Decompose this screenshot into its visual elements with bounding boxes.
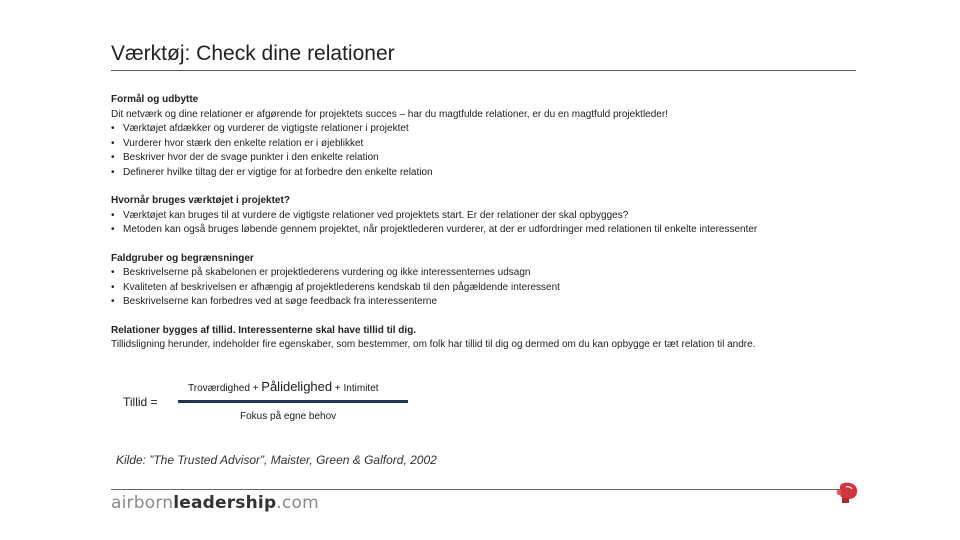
list-item xyxy=(111,209,871,224)
list-item-text: Beskriver hvor der de svage punkter i den enkelte relation xyxy=(123,152,379,163)
section-heading: Formål og udbytte xyxy=(111,94,199,105)
numerator-part-a: Troværdighed + xyxy=(188,383,262,394)
fraction-bar xyxy=(178,400,408,403)
title-divider xyxy=(111,70,856,71)
list-item xyxy=(111,223,871,238)
logo-part: leadership xyxy=(173,493,277,513)
section-text: Tillidsligning herunder, indeholder fire egenskaber, som bestemmer, om folk har tillid til dig og dermed om du kan opbygge er tæt relation til andre. xyxy=(111,339,756,350)
list-item-text: Vurderer hvor stærk den enkelte relation er i øjeblikket xyxy=(123,137,364,149)
bullet-icon: • xyxy=(111,137,115,149)
bullet-icon: • xyxy=(111,209,115,221)
footer-divider xyxy=(111,489,847,490)
list-item-text: Beskrivelserne på skabelonen er projektlederens vurdering og ikke interessenternes udsagn xyxy=(123,267,531,278)
section-pitfalls xyxy=(111,252,871,310)
bullet-icon: • xyxy=(111,224,115,235)
formula-lhs: Tillid = xyxy=(123,395,158,409)
list-item xyxy=(111,122,871,137)
page-title: Værktøj: Check dine relationer xyxy=(111,42,395,65)
bullet-icon: • xyxy=(111,123,115,134)
section-intro: Dit netværk og dine relationer er afgørende for projektets succes – har du magtfulde relationer, er du en magtfuld projektleder! xyxy=(111,108,668,120)
bullet-list xyxy=(111,266,871,310)
bullet-icon: • xyxy=(111,281,115,293)
logo-part: airborn xyxy=(111,493,174,513)
slide-body xyxy=(111,93,871,367)
company-logo xyxy=(111,493,319,513)
list-item-text: Metoden kan også bruges løbende gennem projektet, når projektlederen vurderer, at der er udfordringer med relationen til enkelte interessenter xyxy=(123,224,758,235)
list-item xyxy=(111,137,871,152)
source-citation: Kilde: ”The Trusted Advisor”, Maister, Green & Galford, 2002 xyxy=(116,453,437,467)
list-item-text: Værktøjet afdækker og vurderer de vigtigste relationer i projektet xyxy=(123,123,409,134)
formula-numerator xyxy=(188,379,379,394)
list-item-text: Definerer hvilke tiltag der er vigtige for at forbedre den enkelte relation xyxy=(123,166,433,178)
section-purpose xyxy=(111,93,871,180)
list-item xyxy=(111,281,871,296)
section-trust xyxy=(111,324,871,353)
logo-part: .com xyxy=(276,493,319,513)
list-item xyxy=(111,151,871,166)
list-item-text: Værktøjet kan bruges til at vurdere de vigtigste relationer ved projektets start. Er der relationer der skal opbygges? xyxy=(123,209,629,221)
numerator-part-c: + Intimitet xyxy=(332,383,379,394)
boxing-glove-icon xyxy=(834,481,860,505)
section-heading: Hvornår bruges værktøjet i projektet? xyxy=(111,195,290,206)
formula-denominator: Fokus på egne behov xyxy=(240,411,337,422)
bullet-list xyxy=(111,122,871,180)
bullet-icon: • xyxy=(111,152,115,163)
list-item xyxy=(111,266,871,281)
numerator-part-b: Pålidelighed xyxy=(261,379,333,394)
list-item xyxy=(111,295,871,310)
section-when xyxy=(111,194,871,238)
bullet-icon: • xyxy=(111,267,115,278)
bullet-icon: • xyxy=(111,166,115,178)
section-heading: Faldgruber og begrænsninger xyxy=(111,252,254,264)
list-item xyxy=(111,166,871,181)
list-item-text: Beskrivelserne kan forbedres ved at søge feedback fra interessenterne xyxy=(123,296,438,307)
section-heading: Relationer bygges af tillid. Interessenterne skal have tillid til dig. xyxy=(111,324,417,336)
bullet-icon: • xyxy=(111,296,115,307)
list-item-text: Kvaliteten af beskrivelsen er afhængig af projektlederens kendskab til den pågældende interessent xyxy=(123,281,560,293)
bullet-list xyxy=(111,209,871,238)
